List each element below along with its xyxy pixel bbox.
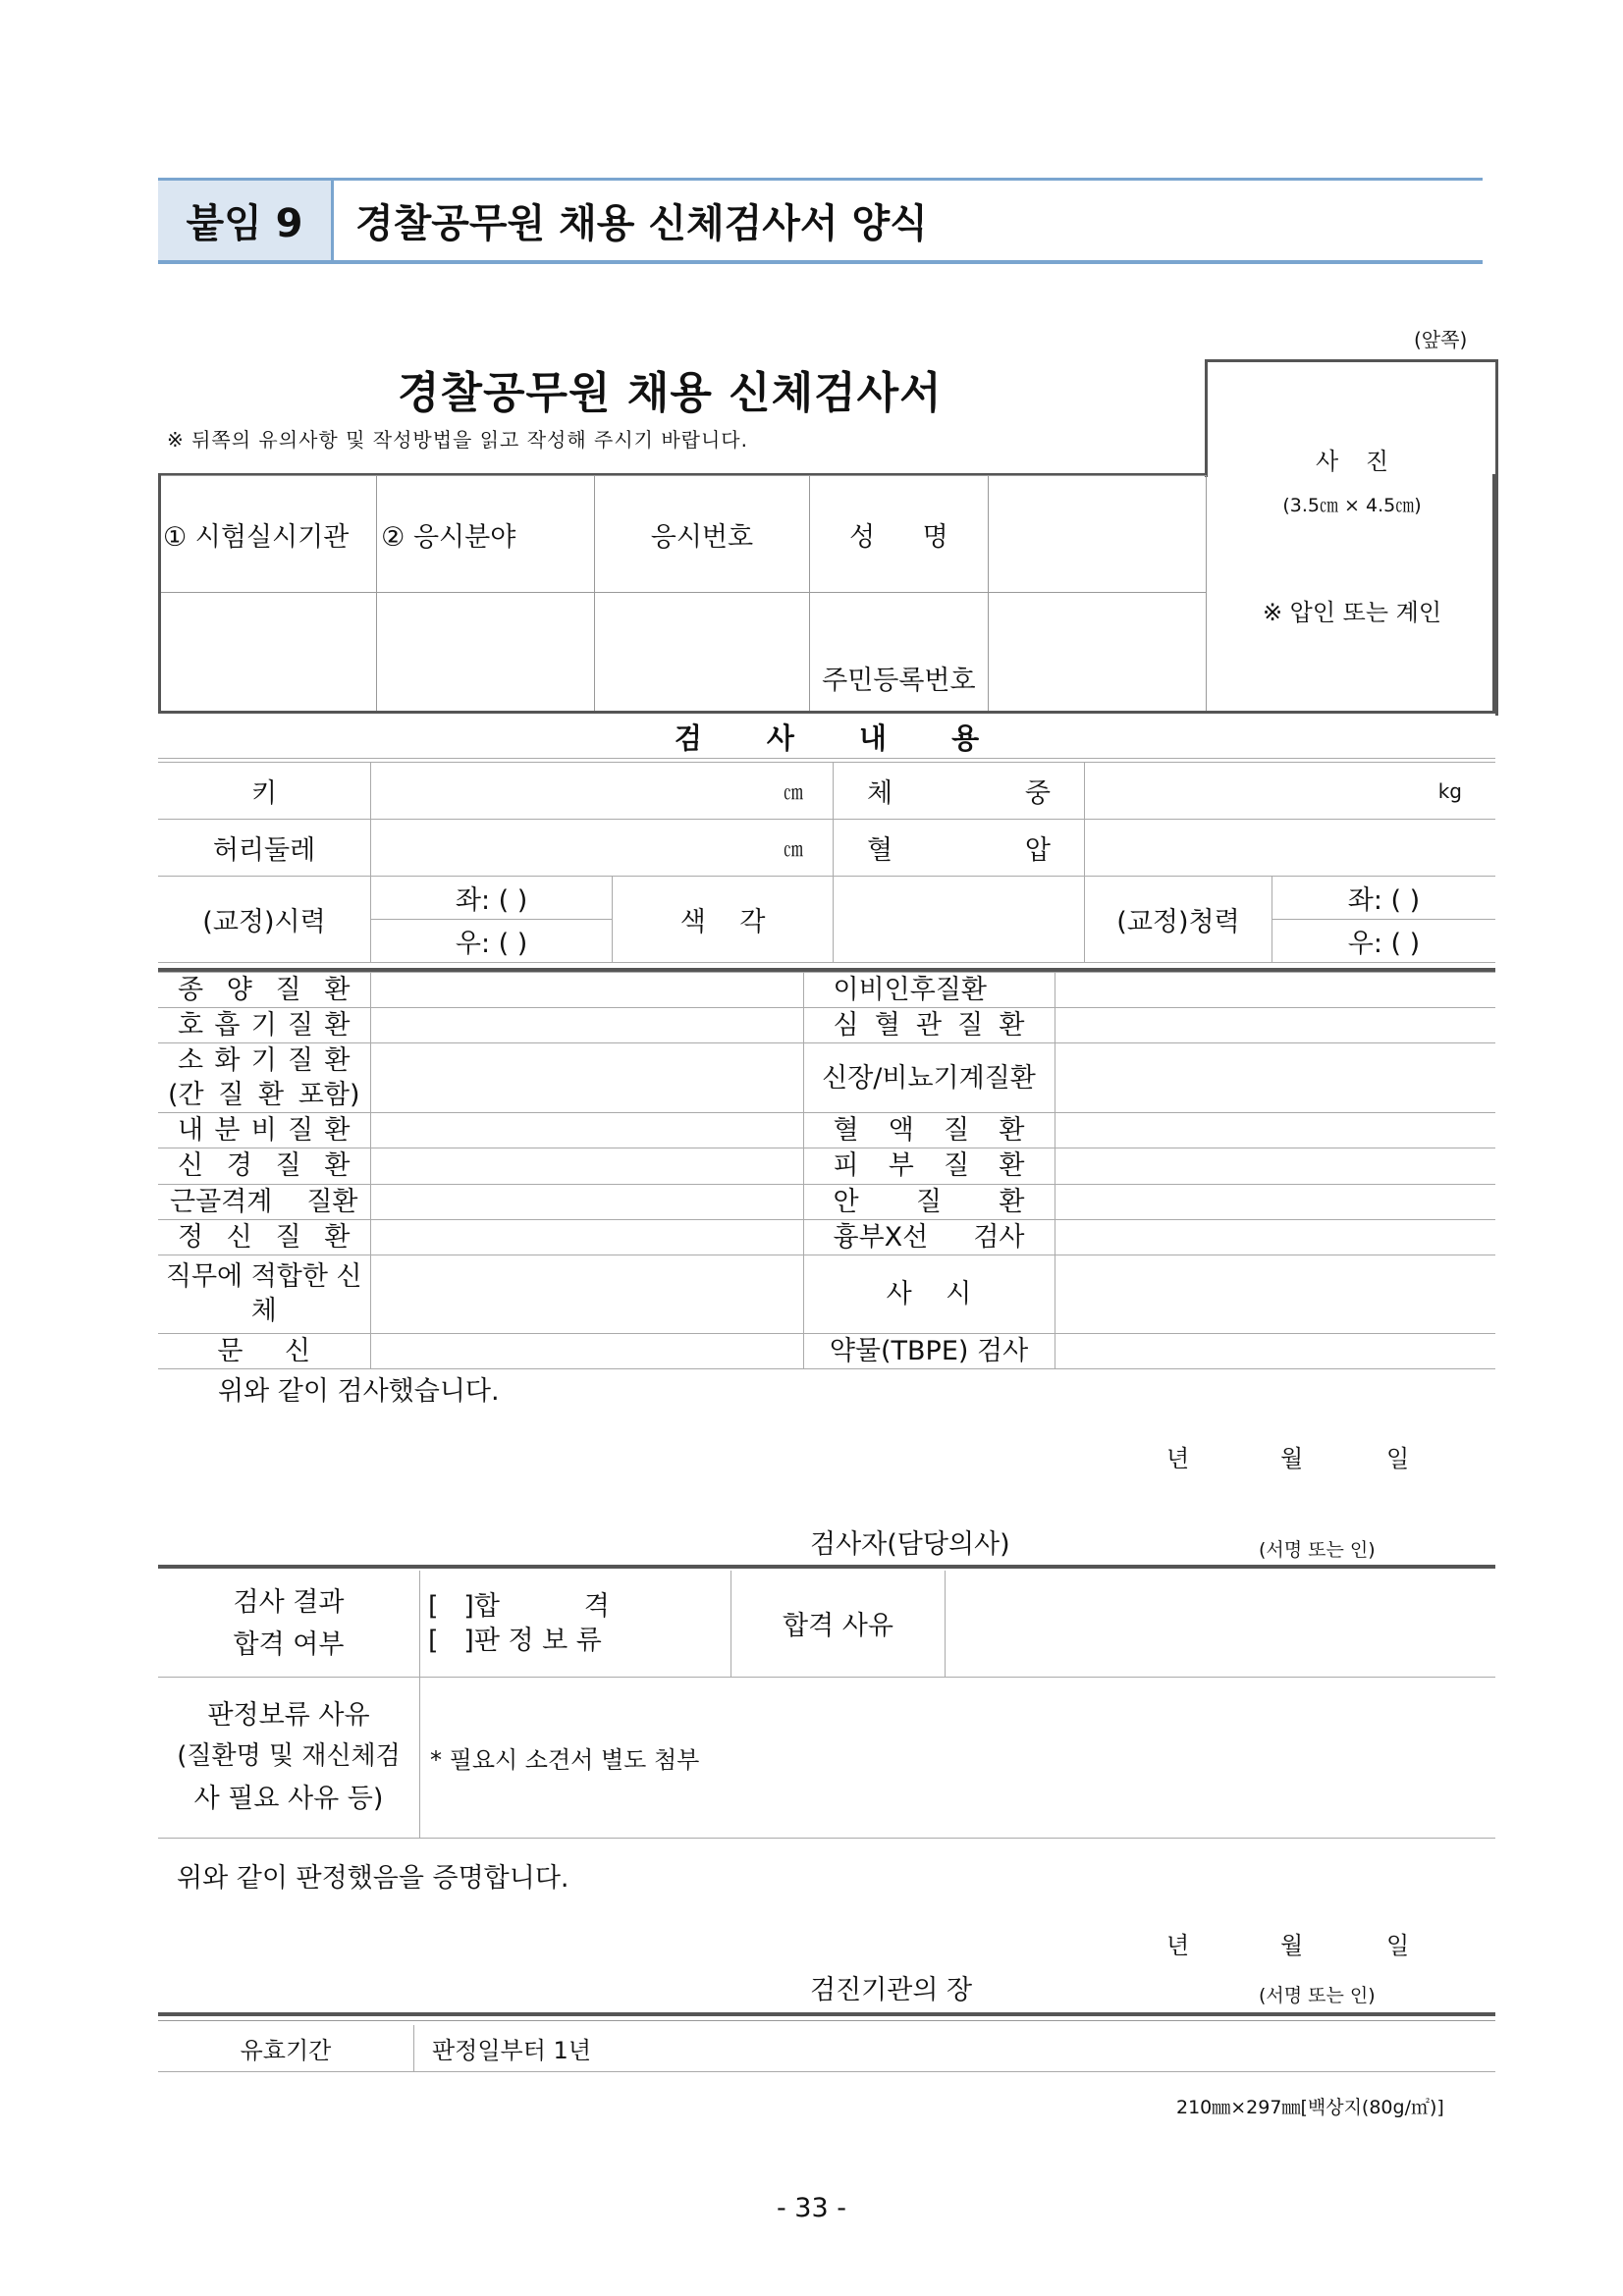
- disease-left-value[interactable]: [370, 1008, 803, 1043]
- disease-left-value[interactable]: [370, 1219, 803, 1255]
- weight-label: [834, 763, 1085, 820]
- disease-right-1: [803, 1008, 1055, 1043]
- disease-left-2: [158, 1043, 370, 1113]
- disease-right-label: 혈 액 질 환: [833, 1115, 1025, 1147]
- disease-left-value[interactable]: [370, 1043, 803, 1113]
- disease-left-3: [158, 1113, 370, 1148]
- height-label: 키: [158, 763, 371, 820]
- weight-unit: kg: [1437, 778, 1462, 803]
- validity-table: [158, 2025, 1495, 2072]
- institution-label: ① 시험실시기관: [159, 476, 377, 593]
- resident-number-value[interactable]: [989, 593, 1207, 712]
- option-hold[interactable]: [ ]판 정 보 류: [428, 1625, 602, 1656]
- disease-right-label: 안 질 환: [833, 1186, 1025, 1217]
- resident-number-label: 주민등록번호: [809, 593, 989, 712]
- disease-right-2: 신장/비뇨기계질환: [803, 1043, 1055, 1113]
- examiner-label: 검사자(담당의사): [810, 1529, 1010, 1560]
- disease-left-value[interactable]: [370, 1148, 803, 1184]
- page-number: - 33 -: [776, 2193, 846, 2223]
- blood-pressure-value[interactable]: [1085, 820, 1496, 877]
- examiner-sign-note: (서명 또는 인): [1259, 1539, 1376, 1561]
- pass-reason-value[interactable]: [946, 1571, 1496, 1677]
- disease-left-label: 정 신 질 환: [178, 1221, 351, 1253]
- photo-size: (3.5㎝ × 4.5㎝): [1282, 495, 1422, 516]
- hold-reason-label-line1: 판정보류 사유: [207, 1700, 370, 1732]
- hearing-left[interactable]: 좌: ( ): [1272, 877, 1496, 920]
- hold-reason-label-line3: 사 필요 사유 등): [193, 1783, 384, 1814]
- waist-value[interactable]: [371, 820, 834, 877]
- form-title: 경찰공무원 채용 신체검사서: [398, 368, 943, 418]
- date-month-1: 월: [1280, 1445, 1304, 1472]
- result-label-line1: 검사 결과: [233, 1586, 345, 1618]
- validity-top-rule-thin: [158, 2020, 1495, 2021]
- disease-left-label: 호 흡 기 질 환: [178, 1010, 351, 1041]
- disease-left-value[interactable]: [370, 1113, 803, 1148]
- disease-left-sublabel: (간 질 환 포함): [168, 1080, 360, 1111]
- disease-left-label: 내 분 비 질 환: [178, 1115, 351, 1147]
- disease-right-value[interactable]: [1055, 1255, 1495, 1333]
- validity-top-rule: [158, 2012, 1495, 2016]
- date-year-2: 년: [1166, 1932, 1190, 1959]
- paper-spec: 210㎜×297㎜[백상지(80g/㎡)]: [1176, 2097, 1444, 2118]
- name-label: 성 명: [809, 476, 989, 593]
- hold-reason-value[interactable]: [420, 1677, 1496, 1838]
- disease-left-label: 직무에 적합한 신: [165, 1261, 362, 1293]
- disease-right-value[interactable]: [1055, 1219, 1495, 1255]
- height-value[interactable]: [371, 763, 834, 820]
- disease-right-value[interactable]: [1055, 973, 1495, 1008]
- result-label-line2: 합격 여부: [233, 1629, 345, 1660]
- disease-right-5: [803, 1184, 1055, 1219]
- exam-number-value[interactable]: [595, 593, 809, 712]
- section-title: 경찰공무원 채용 신체검사서 양식: [355, 201, 928, 246]
- disease-left-sublabel: 체: [250, 1296, 277, 1327]
- disease-left-4: [158, 1148, 370, 1184]
- exam-heading-rule: [158, 758, 1495, 759]
- weight-label-text: 체 중: [867, 778, 1051, 809]
- result-table: [158, 1571, 1495, 1839]
- header-bottom-rule: [158, 260, 1483, 264]
- attachment-note: * 필요시 소견서 별도 첨부: [430, 1745, 700, 1774]
- front-side-label: (앞쪽): [1414, 328, 1468, 351]
- disease-right-0: [803, 973, 1055, 1008]
- disease-right-value[interactable]: [1055, 1184, 1495, 1219]
- applicant-table: [158, 475, 1207, 712]
- vision-label: (교정)시력: [158, 877, 371, 963]
- color-vision-label: 색 각: [613, 877, 834, 963]
- hold-reason-label: [158, 1677, 420, 1838]
- disease-right-8: 약물(TBPE) 검사: [803, 1333, 1055, 1368]
- weight-value[interactable]: [1085, 763, 1496, 820]
- stamp-note: ※ 압인 또는 계인: [1262, 599, 1442, 626]
- vision-right[interactable]: 우: ( ): [371, 920, 613, 963]
- date-day-2: 일: [1386, 1932, 1410, 1959]
- height-unit: ㎝: [784, 780, 803, 804]
- attachment-label: 붙임 9: [186, 201, 303, 246]
- name-value[interactable]: [989, 476, 1207, 593]
- disease-right-4: [803, 1148, 1055, 1184]
- disease-left-label: 신 경 질 환: [178, 1150, 351, 1182]
- hold-reason-label-line2: (질환명 및 재신체검: [177, 1741, 401, 1772]
- institution-value[interactable]: [159, 593, 377, 712]
- measurements-table: [158, 762, 1495, 963]
- disease-left-label: 소 화 기 질 환: [178, 1045, 351, 1077]
- judgement-statement: 위와 같이 판정했음을 증명합니다.: [177, 1863, 569, 1894]
- photo-box: [1206, 359, 1498, 716]
- waist-unit: ㎝: [784, 837, 803, 861]
- disease-left-value[interactable]: [370, 1184, 803, 1219]
- institution-sign-note: (서명 또는 인): [1259, 1985, 1376, 2006]
- result-top-rule: [158, 1565, 1495, 1569]
- disease-right-value[interactable]: [1055, 1043, 1495, 1113]
- disease-right-value[interactable]: [1055, 1113, 1495, 1148]
- institution-head-label: 검진기관의 장: [810, 1975, 973, 2005]
- header-top-rule: [158, 178, 1483, 181]
- form-notice: ※ 뒤쪽의 유의사항 및 작성방법을 읽고 작성해 주시기 바랍니다.: [167, 428, 748, 452]
- disease-right-label: 흉부X선 검사: [833, 1221, 1025, 1253]
- disease-right-3: [803, 1113, 1055, 1148]
- date-day-1: 일: [1386, 1445, 1410, 1472]
- disease-right-value[interactable]: [1055, 1008, 1495, 1043]
- hearing-right[interactable]: 우: ( ): [1272, 920, 1496, 963]
- disease-left-5: [158, 1184, 370, 1219]
- disease-right-label: 피 부 질 환: [833, 1150, 1025, 1182]
- disease-left-0: [158, 973, 370, 1008]
- disease-left-value[interactable]: [370, 1333, 803, 1368]
- vision-left[interactable]: 좌: ( ): [371, 877, 613, 920]
- pass-reason-label: 합격 사유: [731, 1571, 946, 1677]
- blood-pressure-label: [834, 820, 1085, 877]
- result-label: [158, 1571, 420, 1677]
- disease-left-value[interactable]: [370, 973, 803, 1008]
- date-month-2: 월: [1280, 1932, 1304, 1959]
- disease-left-7: [158, 1255, 370, 1333]
- field-label: ② 응시분야: [377, 476, 595, 593]
- blood-pressure-label-text: 혈 압: [867, 835, 1051, 866]
- disease-left-1: [158, 1008, 370, 1043]
- disease-right-7: 사 시: [803, 1255, 1055, 1333]
- exam-content-heading: 검 사 내 용: [674, 721, 980, 755]
- disease-left-value[interactable]: [370, 1255, 803, 1333]
- header-separator: [331, 181, 334, 260]
- disease-table: [158, 972, 1495, 1369]
- field-value[interactable]: [377, 593, 595, 712]
- photo-label: 사 진: [1316, 448, 1388, 475]
- waist-label: 허리둘레: [158, 820, 371, 877]
- disease-right-label: 심 혈 관 질 환: [833, 1010, 1025, 1041]
- disease-right-value[interactable]: [1055, 1333, 1495, 1368]
- date-year-1: 년: [1166, 1445, 1190, 1472]
- hearing-label: (교정)청력: [1085, 877, 1272, 963]
- disease-right-value[interactable]: [1055, 1148, 1495, 1184]
- option-pass[interactable]: [ ]합 격: [428, 1590, 610, 1622]
- result-options: [420, 1571, 731, 1677]
- disease-left-6: [158, 1219, 370, 1255]
- disease-right-label: 이비인후질환: [833, 975, 987, 1005]
- disease-left-8: 문 신: [158, 1333, 370, 1368]
- color-vision-value[interactable]: [834, 877, 1085, 963]
- validity-label: 유효기간: [158, 2025, 414, 2071]
- exam-number-label: 응시번호: [595, 476, 809, 593]
- disease-right-6: [803, 1219, 1055, 1255]
- disease-left-label: 근골격계 질환: [170, 1186, 358, 1217]
- disease-left-label: 종 양 질 환: [178, 975, 351, 1005]
- exam-statement: 위와 같이 검사했습니다.: [218, 1376, 500, 1407]
- validity-value: 판정일부터 1년: [414, 2025, 1496, 2071]
